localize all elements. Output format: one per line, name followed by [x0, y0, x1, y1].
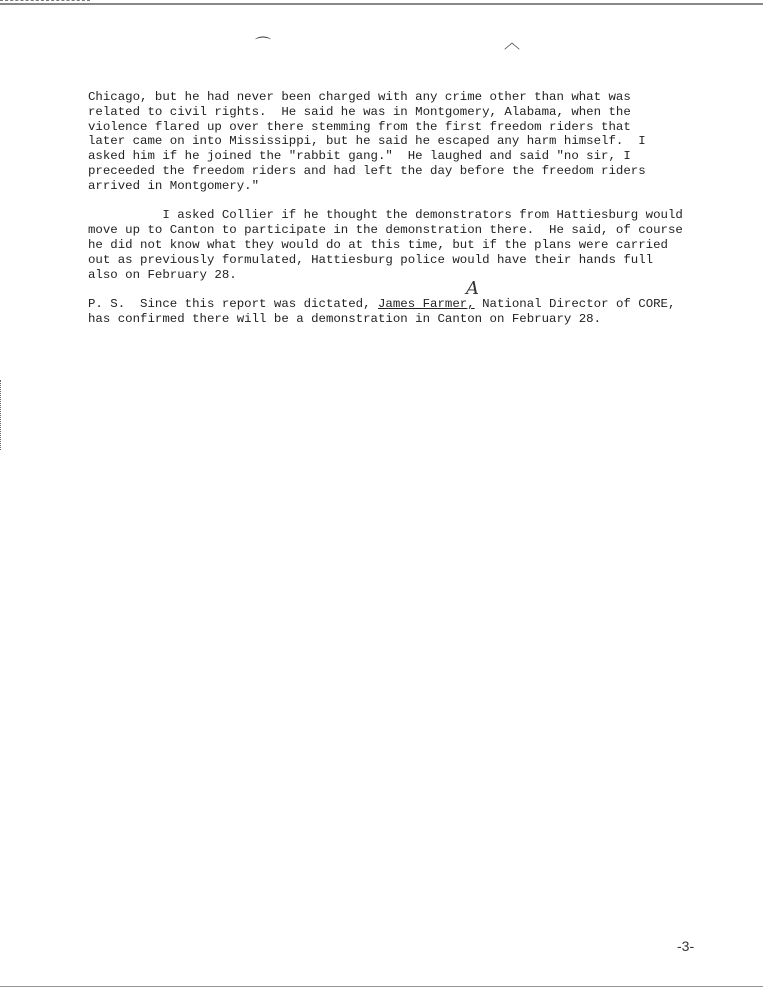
line: related to civil rights. He said he was in Montgomery, Alabama, when the [88, 104, 631, 119]
line: move up to Canton to participate in the demonstration there. He said, of course [88, 223, 683, 238]
line: I asked Collier if he thought the demonstrators from Hattiesburg would [88, 208, 683, 223]
scan-edge-dashes [0, 0, 90, 2]
line: asked him if he joined the "rabbit gang." He laughed and said "no sir, I [88, 149, 631, 164]
line: has confirmed there will be a demonstration in Canton on February 28. [88, 311, 602, 326]
punch-mark-left-icon: ⌒ [255, 35, 272, 54]
line: he did not know what they would do at this time, but if the plans were carried [88, 237, 668, 252]
postscript [88, 297, 708, 327]
line: arrived in Montgomery." [88, 178, 260, 193]
paragraph-1 [88, 90, 708, 194]
scan-left-edge [0, 380, 2, 450]
ps-suffix: National Director of CORE, [474, 297, 676, 312]
scan-bottom-edge [0, 986, 763, 987]
document-body [88, 90, 708, 327]
line: out as previously formulated, Hattiesburg police would have their hands full [88, 252, 654, 267]
punch-mark-right-icon: ︿ [504, 33, 521, 52]
paragraph-2 [88, 208, 708, 282]
line: violence flared up over there stemming from the first freedom riders that [88, 119, 631, 134]
line: Chicago, but he had never been charged with any crime other than what was [88, 90, 631, 104]
handwritten-initials: A [466, 278, 479, 299]
line: later came on into Mississippi, but he said he escaped any harm himself. I [88, 134, 646, 149]
line: also on February 28. [88, 267, 237, 282]
ps-prefix: P. S. Since this report was dictated, [88, 297, 378, 312]
page-number: -3- [677, 938, 695, 954]
underlined-name: James Farmer, [378, 297, 475, 312]
line: preceeded the freedom riders and had left the day before the freedom riders [88, 163, 646, 178]
scan-top-edge [0, 3, 763, 5]
